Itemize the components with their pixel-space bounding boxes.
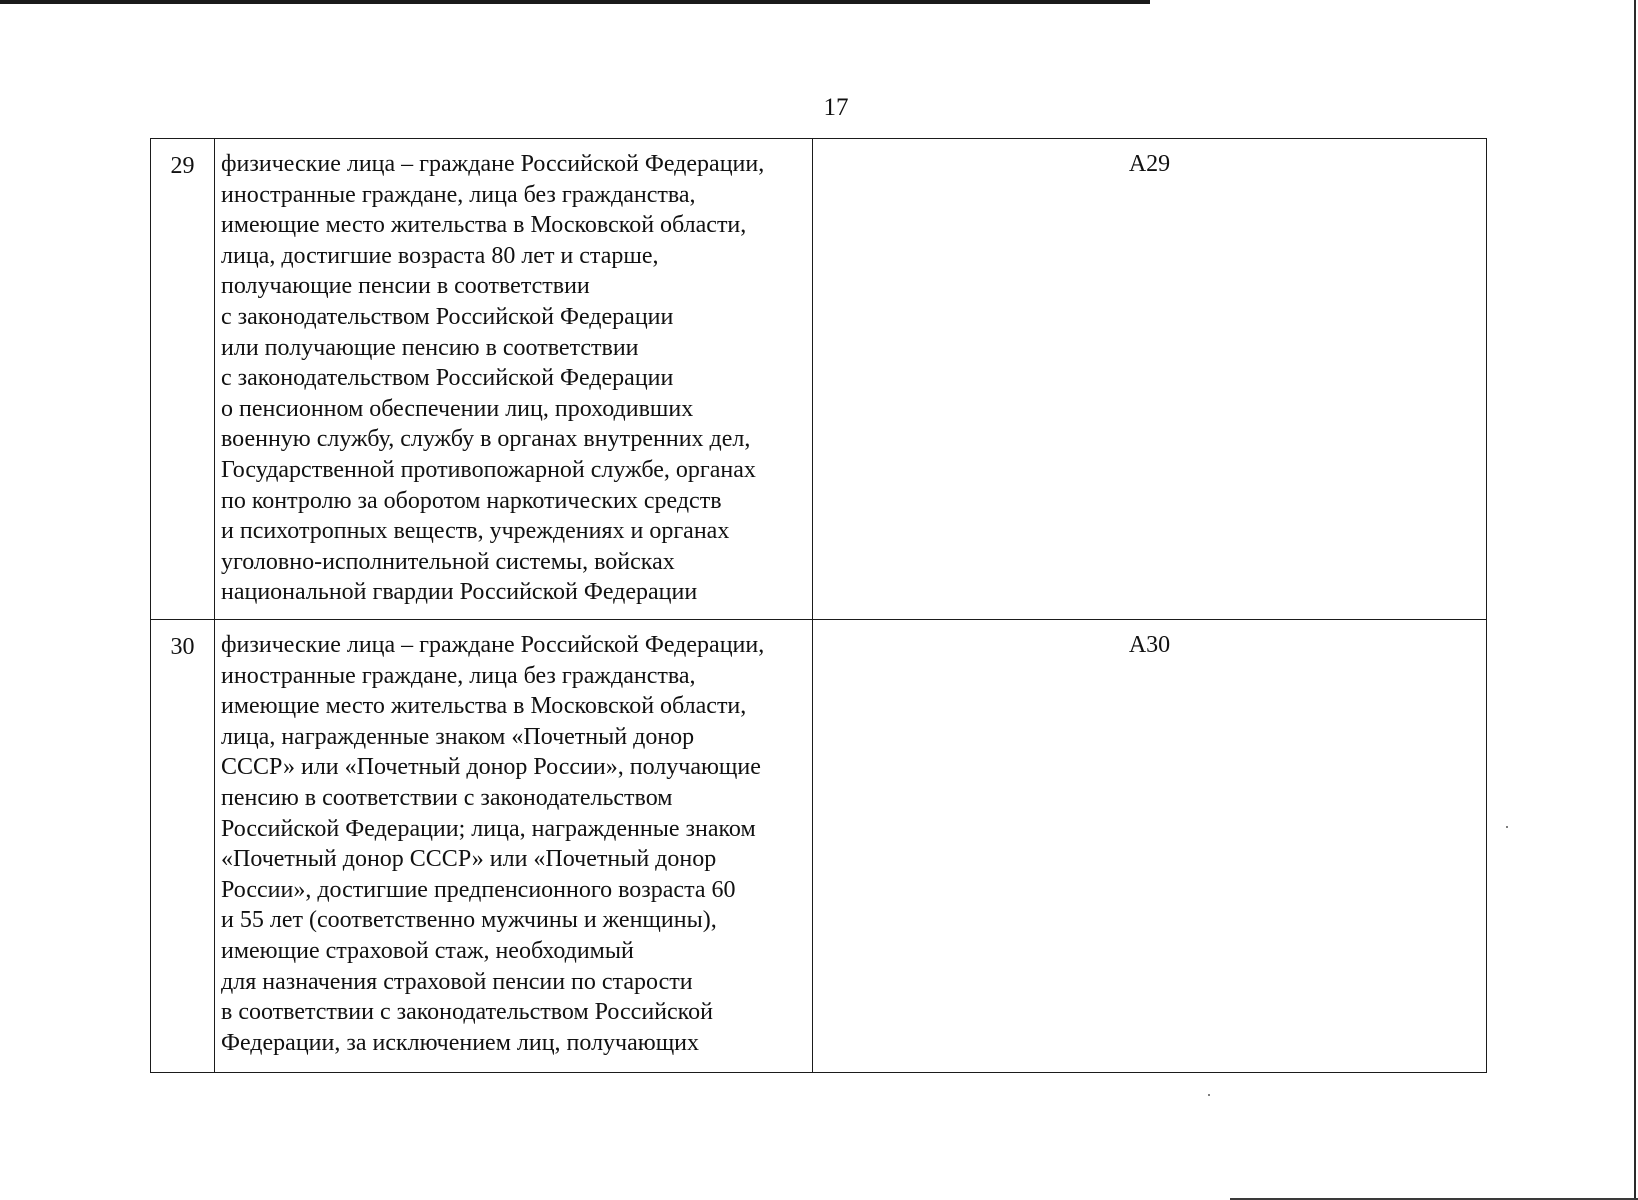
- row-code-cell: А30: [813, 620, 1487, 1073]
- scan-border-right: [1634, 0, 1636, 1200]
- description-line: и психотропных веществ, учреждениях и органах: [221, 518, 730, 545]
- description-line: по контролю за оборотом наркотических средств: [221, 487, 722, 514]
- description-line: Федерации, за исключением лиц, получающих: [221, 1029, 700, 1056]
- scan-border-top: [0, 0, 1150, 4]
- description-line: или получающие пенсию в соответствии: [221, 334, 639, 361]
- description-line: имеющие страховой стаж, необходимый: [221, 937, 634, 964]
- description-line: лица, достигшие возраста 80 лет и старше,: [221, 242, 659, 269]
- description-line: имеющие место жительства в Московской области,: [221, 212, 747, 239]
- row-description-cell: [215, 620, 813, 1073]
- description-line: военную службу, службу в органах внутренних дел,: [221, 426, 751, 453]
- description-line: для назначения страховой пенсии по старости: [221, 968, 693, 995]
- description-line: СССР» или «Почетный донор России», получающие: [221, 754, 761, 781]
- description-line: иностранные граждане, лица без гражданства,: [221, 662, 696, 689]
- description-line: физические лица – граждане Российской Федерации,: [221, 632, 765, 658]
- description-line: «Почетный донор СССР» или «Почетный донор: [221, 846, 717, 873]
- description-line: национальной гвардии Российской Федерации: [221, 579, 698, 606]
- scan-speck: [1506, 826, 1508, 828]
- scan-speck: [1208, 1094, 1210, 1096]
- description-line: иностранные граждане, лица без гражданства,: [221, 181, 696, 208]
- description-line: России», достигшие предпенсионного возраста 60: [221, 876, 736, 903]
- table-row: [151, 139, 1487, 620]
- description-line: Государственной противопожарной службе, органах: [221, 456, 756, 483]
- row-description-cell: [215, 139, 813, 620]
- description-line: уголовно-исполнительной системы, войсках: [221, 548, 675, 575]
- document-table: [150, 138, 1487, 1073]
- description-line: Российской Федерации; лица, награжденные знаком: [221, 815, 756, 842]
- row-number-cell: 30: [151, 620, 215, 1073]
- page-number: 17: [823, 94, 849, 121]
- description-line: получающие пенсии в соответствии: [221, 273, 590, 300]
- description-line: с законодательством Российской Федерации: [221, 303, 674, 330]
- description-line: о пенсионном обеспечении лиц, проходивших: [221, 395, 694, 422]
- description-line: с законодательством Российской Федерации: [221, 365, 674, 392]
- description-line: пенсию в соответствии с законодательством: [221, 784, 673, 811]
- row-code-cell: А29: [813, 139, 1487, 620]
- description-line: имеющие место жительства в Московской области,: [221, 693, 747, 720]
- description-line: и 55 лет (соответственно мужчины и женщины),: [221, 907, 717, 934]
- description-line: в соответствии с законодательством Российской: [221, 999, 713, 1026]
- description-line: лица, награжденные знаком «Почетный донор: [221, 723, 695, 750]
- table-row: [151, 620, 1487, 1073]
- row-number-cell: 29: [151, 139, 215, 620]
- description-line: физические лица – граждане Российской Федерации,: [221, 151, 765, 177]
